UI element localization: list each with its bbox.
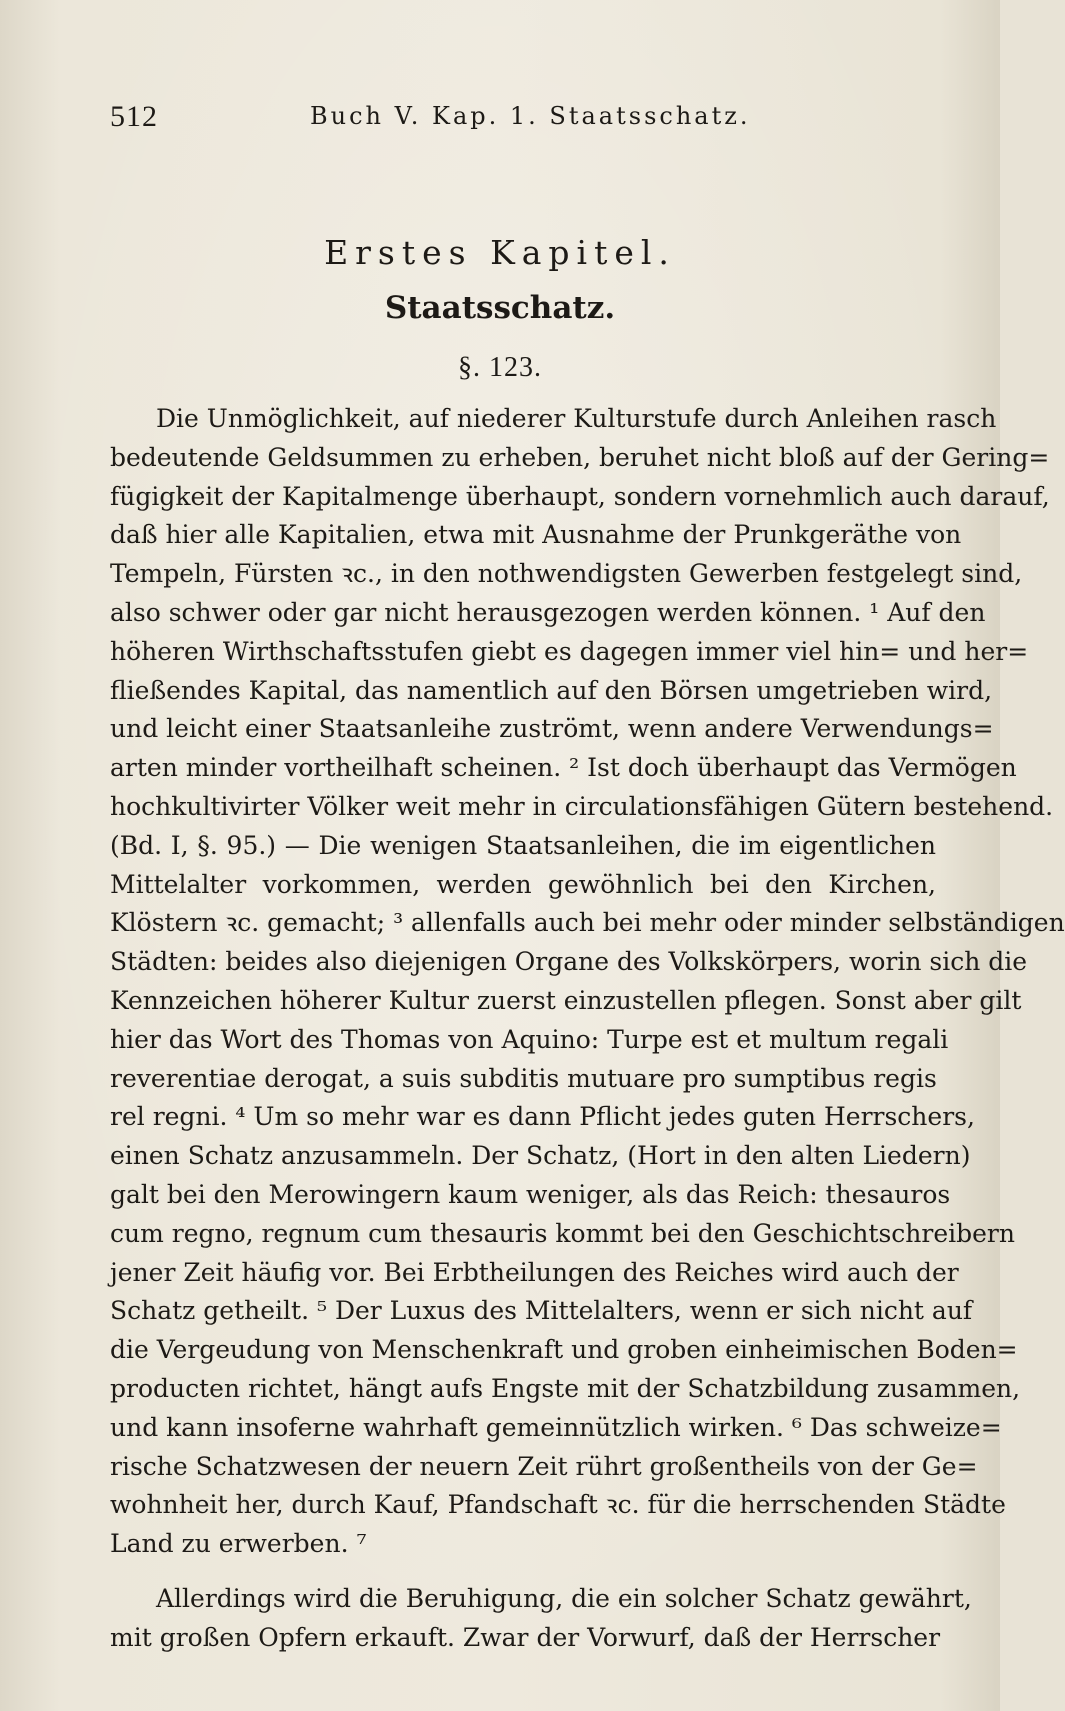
text-line: Land zu erwerben. ⁷ — [110, 1529, 367, 1559]
page-header — [110, 100, 936, 144]
text-line: Klöstern ꝛc. gemacht; ³ allenfalls auch bei mehr oder minder selbständigen — [110, 908, 1065, 938]
text-line: Tempeln, Fürsten ꝛc., in den nothwendigsten Gewerben festgelegt sind, — [110, 559, 1023, 589]
text-line: fließendes Kapital, das namentlich auf den Börsen umgetrieben wird, — [110, 675, 993, 705]
text-line: Die Unmöglichkeit, auf niederer Kulturstufe durch Anleihen rasch — [156, 404, 997, 433]
text-line: die Vergeudung von Menschenkraft und groben einheimischen Boden= — [110, 1335, 1018, 1365]
text-line: hier das Wort des Thomas von Aquino: Turpe est et multum regali — [110, 1024, 949, 1054]
text-line: galt bei den Merowingern kaum weniger, als das Reich: thesauros — [110, 1179, 951, 1209]
text-line: rel regni. ⁴ Um so mehr war es dann Pflicht jedes guten Herrschers, — [110, 1102, 975, 1132]
text-line: arten minder vortheilhaft scheinen. ² Ist doch überhaupt das Vermögen — [110, 753, 1017, 783]
text-line: Mittelalter vorkommen, werden gewöhnlich bei den Kirchen, — [110, 869, 936, 899]
chapter-subtitle: Staatsschatz. — [384, 290, 616, 326]
paragraph — [110, 1580, 972, 1658]
text-line: hochkultivirter Völker weit mehr in circulationsfähigen Gütern bestehend. — [110, 791, 1054, 821]
text-line: jener Zeit häufig vor. Bei Erbtheilungen des Reiches wird auch der — [110, 1257, 959, 1287]
text-line: producten richtet, hängt aufs Engste mit der Schatzbildung zusammen, — [110, 1373, 1021, 1403]
text-line: einen Schatz anzusammeln. Der Schatz, (Hort in den alten Liedern) — [110, 1141, 971, 1171]
text-line: wohnheit her, durch Kauf, Pfandschaft ꝛc. für die herrschenden Städte — [110, 1490, 1006, 1520]
text-line: mit großen Opfern erkauft. Zwar der Vorwurf, daß der Herrscher — [110, 1622, 941, 1652]
paragraph-gap — [110, 1564, 936, 1580]
text-line: daß hier alle Kapitalien, etwa mit Ausnahme der Prunkgeräthe von — [110, 520, 962, 550]
text-line: reverentiae derogat, a suis subditis mutuare pro sumptibus regis — [110, 1063, 937, 1093]
chapter-title: Erstes Kapitel. — [324, 233, 676, 272]
text-line: und leicht einer Staatsanleihe zuströmt, wenn andere Verwendungs= — [110, 714, 994, 744]
text-line: höheren Wirthschaftsstufen giebt es dagegen immer viel hin= und her= — [110, 636, 1029, 666]
paragraph — [110, 400, 1065, 1564]
text-line: Allerdings wird die Beruhigung, die ein solcher Schatz gewährt, — [156, 1583, 972, 1613]
text-line: (Bd. I, §. 95.) — Die wenigen Staatsanleihen, die im eigentlichen — [110, 830, 936, 860]
text-line: und kann insoferne wahrhaft gemeinnützlich wirken. ⁶ Das schweize= — [110, 1412, 1002, 1442]
text-line: bedeutende Geldsummen zu erheben, beruhet nicht bloß auf der Gering= — [110, 442, 1050, 472]
text-line: also schwer oder gar nicht herausgezogen werden können. ¹ Auf den — [110, 597, 986, 627]
text-line: Schatz getheilt. ⁵ Der Luxus des Mittelalters, wenn er sich nicht auf — [110, 1296, 973, 1326]
body-text — [110, 400, 1065, 1658]
text-line: fügigkeit der Kapitalmenge überhaupt, sondern vornehmlich auch darauf, — [110, 481, 1050, 511]
running-head: Buch V. Kap. 1. Staatsschatz. — [310, 102, 751, 130]
text-line: rische Schatzwesen der neuern Zeit rührt großentheils von der Ge= — [110, 1451, 978, 1481]
text-line: Kennzeichen höherer Kultur zuerst einzustellen pflegen. Sonst aber gilt — [110, 985, 1022, 1015]
section-number: §. 123. — [458, 352, 542, 383]
text-line: Städten: beides also diejenigen Organe des Volkskörpers, worin sich die — [110, 947, 1028, 977]
page-number: 512 — [110, 100, 158, 133]
text-line: cum regno, regnum cum thesauris kommt bei den Geschichtschreibern — [110, 1218, 1015, 1248]
